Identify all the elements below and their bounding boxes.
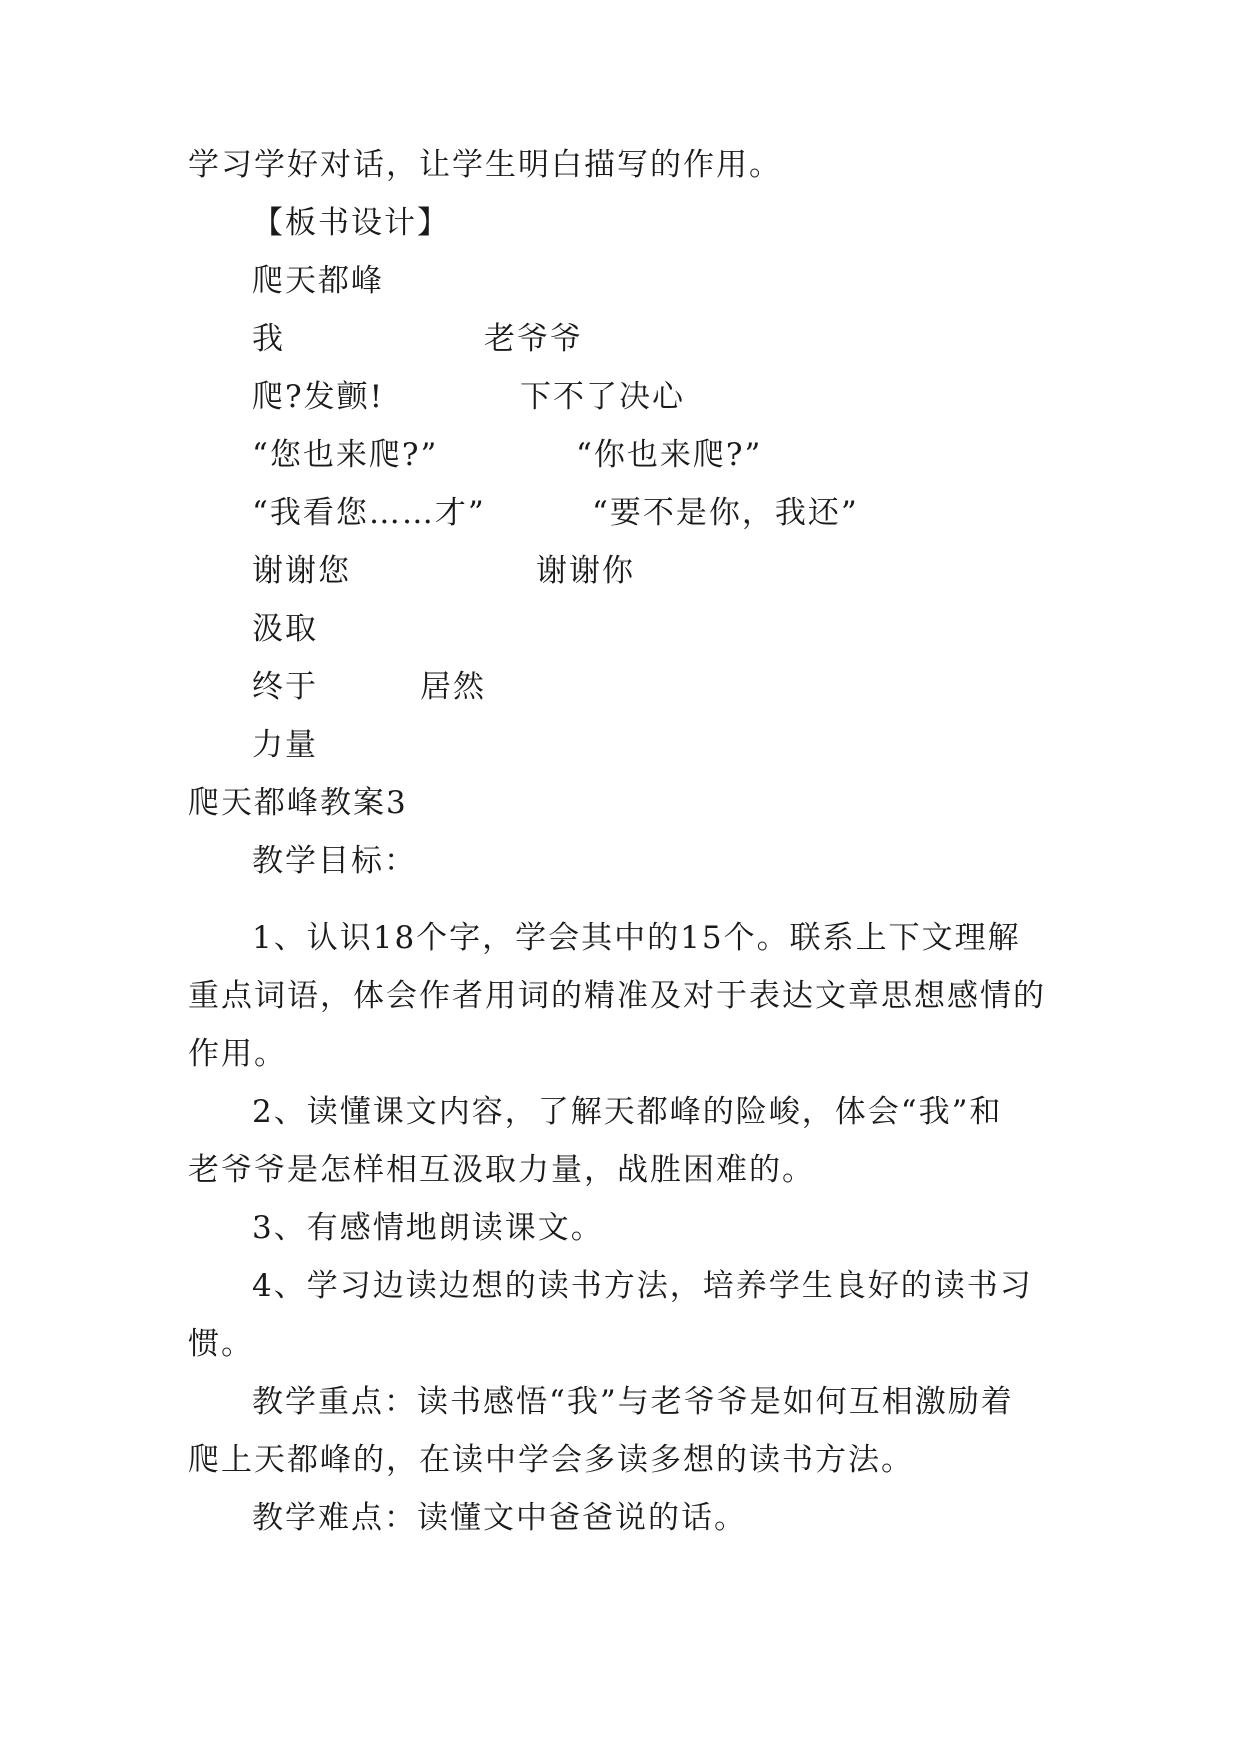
board-row [252,667,486,707]
board-row-right: “要不是你，我还” [592,495,859,531]
board-title: 爬天都峰 [252,263,384,299]
board-row [252,377,685,417]
board-row-right: “你也来爬?” [576,437,763,473]
difficulty-point: 教学难点：读懂文中爸爸说的话。 [252,1500,747,1536]
objective-4-line-1: 4、学习边读边想的读书方法，培养学生良好的读书习 [252,1268,1033,1304]
board-row-left: “我看您……才” [252,495,486,531]
board-row-right: 老爷爷 [484,321,583,357]
objective-3: 3、有感情地朗读课文。 [252,1210,604,1246]
board-row-left: 爬?发颤! [252,379,385,415]
objective-1-line-3: 作用。 [188,1036,287,1072]
objectives-heading: 教学目标： [252,843,417,879]
board-row-right: 居然 [420,669,486,705]
intro-paragraph-tail: 学习学好对话，让学生明白描写的作用。 [188,147,782,183]
objective-2-line-2: 老爷爷是怎样相互汲取力量，战胜困难的。 [188,1152,815,1188]
board-row [252,551,635,591]
board-row-right: 下不了决心 [520,379,685,415]
board-row-left: 谢谢您 [252,553,351,589]
key-point-line-2: 爬上天都峰的，在读中学会多读多想的读书方法。 [188,1442,914,1478]
objective-1-line-2: 重点词语，体会作者用词的精准及对于表达文章思想感情的 [188,978,1046,1014]
key-point-line-1: 教学重点：读书感悟“我”与老爷爷是如何互相激励着 [252,1384,1014,1420]
board-row [252,493,859,533]
board-row [252,435,763,475]
objective-2-line-1: 2、读懂课文内容，了解天都峰的险峻，体会“我”和 [252,1094,1003,1130]
objective-4-line-2: 惯。 [188,1326,254,1362]
board-row [252,319,583,359]
section-title: 爬天都峰教案3 [188,785,408,821]
objective-1-line-1: 1、认识18个字，学会其中的15个。联系上下文理解 [252,920,1021,956]
board-row-left: 我 [252,321,285,357]
board-row-left: “您也来爬?” [252,437,439,473]
board-strength-word: 力量 [252,727,318,763]
board-design-heading: 【板书设计】 [252,205,450,241]
board-center-word: 汲取 [252,611,318,647]
board-row-left: 终于 [252,669,318,705]
board-row-right: 谢谢你 [536,553,635,589]
